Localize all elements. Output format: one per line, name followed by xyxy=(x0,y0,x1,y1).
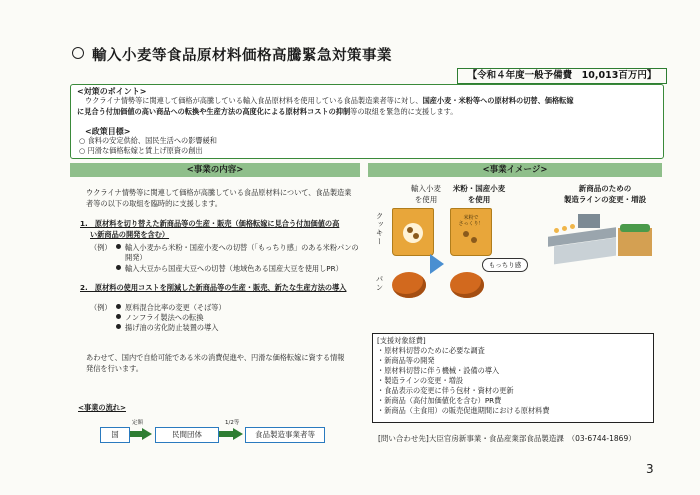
bread-image xyxy=(392,272,426,298)
item2-title: 2. 原材料の使用コストを削減した新商品等の生産・販売、新たな生産方法の導入 xyxy=(80,283,347,292)
example-label: （例） xyxy=(90,243,112,252)
col-label-import: 輸入小麦 を使用 xyxy=(411,184,441,204)
budget-label: 【令和４年度一般予備費 10,013百万円】 xyxy=(457,68,667,84)
ricecookie-bag-image: 米粉で さっくり！ xyxy=(450,208,492,256)
page-title: 輸入小麦等食品原材料価格高騰緊急対策事業 xyxy=(72,44,392,65)
flow-box-org: 民間団体 xyxy=(155,427,219,443)
flow-label: 定額 xyxy=(132,420,144,426)
support-item: ・新商品（主食用）の販売促進期間における原材料費 xyxy=(377,406,550,415)
support-heading: [支援対象経費] xyxy=(377,336,426,345)
goal-item: ○ 食料の安定供給、国民生活への影響緩和 xyxy=(79,136,217,145)
goal-item: ○ 円滑な価格転嫁と賃上げ原資の創出 xyxy=(79,146,203,155)
flow-arrow xyxy=(130,431,142,437)
arrow-icon xyxy=(142,428,152,440)
example-item-cont: 開発） xyxy=(125,253,147,262)
arrow-icon xyxy=(430,254,444,274)
arrow-icon xyxy=(233,428,243,440)
summary-box xyxy=(70,84,664,159)
support-item: ・原材料切替のために必要な調査 xyxy=(377,346,485,355)
support-item: ・食品表示の変更に伴う包材・資材の更新 xyxy=(377,386,514,395)
production-line-image xyxy=(548,212,660,270)
example-item: ノンフライ製法への転換 xyxy=(116,313,204,324)
support-item: ・製造ラインの変更・増設 xyxy=(377,376,464,385)
flow-box-country: 国 xyxy=(100,427,130,443)
flow-box-maker: 食品製造事業者等 xyxy=(245,427,325,443)
example-label: （例） xyxy=(90,303,112,312)
example-item: 輸入小麦から米粉・国産小麦への切替（「もっちり感」のある米粉パンの xyxy=(116,243,366,254)
example-item: 揚げ油の劣化防止装置の導入 xyxy=(116,323,218,334)
col-label-line: 新商品のための 製造ラインの変更・増設 xyxy=(563,184,647,204)
flow-arrow xyxy=(219,431,233,437)
support-item: ・新商品等の開発 xyxy=(377,356,435,365)
contact-info: [問い合わせ先]大臣官房新事業・食品産業部食品製造課 （03-6744-1869） xyxy=(378,434,636,443)
example-item: 輸入大豆から国産大豆への切替（地域色ある国産大豆を使用しPR） xyxy=(116,264,366,275)
support-expenses-box xyxy=(372,333,654,423)
content-header: <事業の内容> xyxy=(70,163,360,177)
col-label-domestic: 米粉・国産小麦 を使用 xyxy=(452,184,506,204)
support-item: ・原材料切替に伴う機械・設備の導入 xyxy=(377,366,500,375)
flow-label: 1/2等 xyxy=(225,420,240,426)
points-line1: ウクライナ情勢等に関連して価格が高騰している輸入食品原材料を使用している食品製造業者等に対し、国産小麦・米粉等への原材料の切替、価格転嫁 xyxy=(85,96,574,105)
speech-bubble: もっちり感 xyxy=(482,258,528,272)
goals-heading: <政策目標> xyxy=(85,127,131,136)
circle-icon xyxy=(72,47,84,59)
intro-text: ウクライナ情勢等に関連して価格が高騰している食品原材料について、食品製造業 者等の以下の取組を臨時的に支援します。 xyxy=(86,188,352,208)
cookie-bag-image xyxy=(392,208,434,256)
row-label-cookie: クッキー xyxy=(375,212,384,246)
image-header: <事業イメージ> xyxy=(368,163,662,177)
points-heading: <対策のポイント> xyxy=(77,87,147,96)
ricebread-image xyxy=(450,272,484,298)
support-item: ・新商品（高付加価値化を含む）PR費 xyxy=(377,396,502,405)
closing-text: あわせて、国内で自給可能である米の消費促進や、円滑な価格転嫁に資する情報 発信を行います。 xyxy=(86,353,345,373)
points-line2: に見合う付加価値の高い商品への転換や生産方法の高度化による原材料コストの抑制等の取組を緊急的に支援します。 xyxy=(77,107,458,116)
row-label-bread: パン xyxy=(375,275,384,292)
page-number: 3 xyxy=(646,462,654,476)
example-item: 原料混合比率の変更（そば等） xyxy=(116,303,226,314)
item1-title: 1. 原材料を切り替えた新商品等の生産・販売（価格転嫁に見合う付加価値の高 い新商品の開発を含む） xyxy=(80,219,340,239)
flow-heading: <事業の流れ> xyxy=(78,403,126,412)
